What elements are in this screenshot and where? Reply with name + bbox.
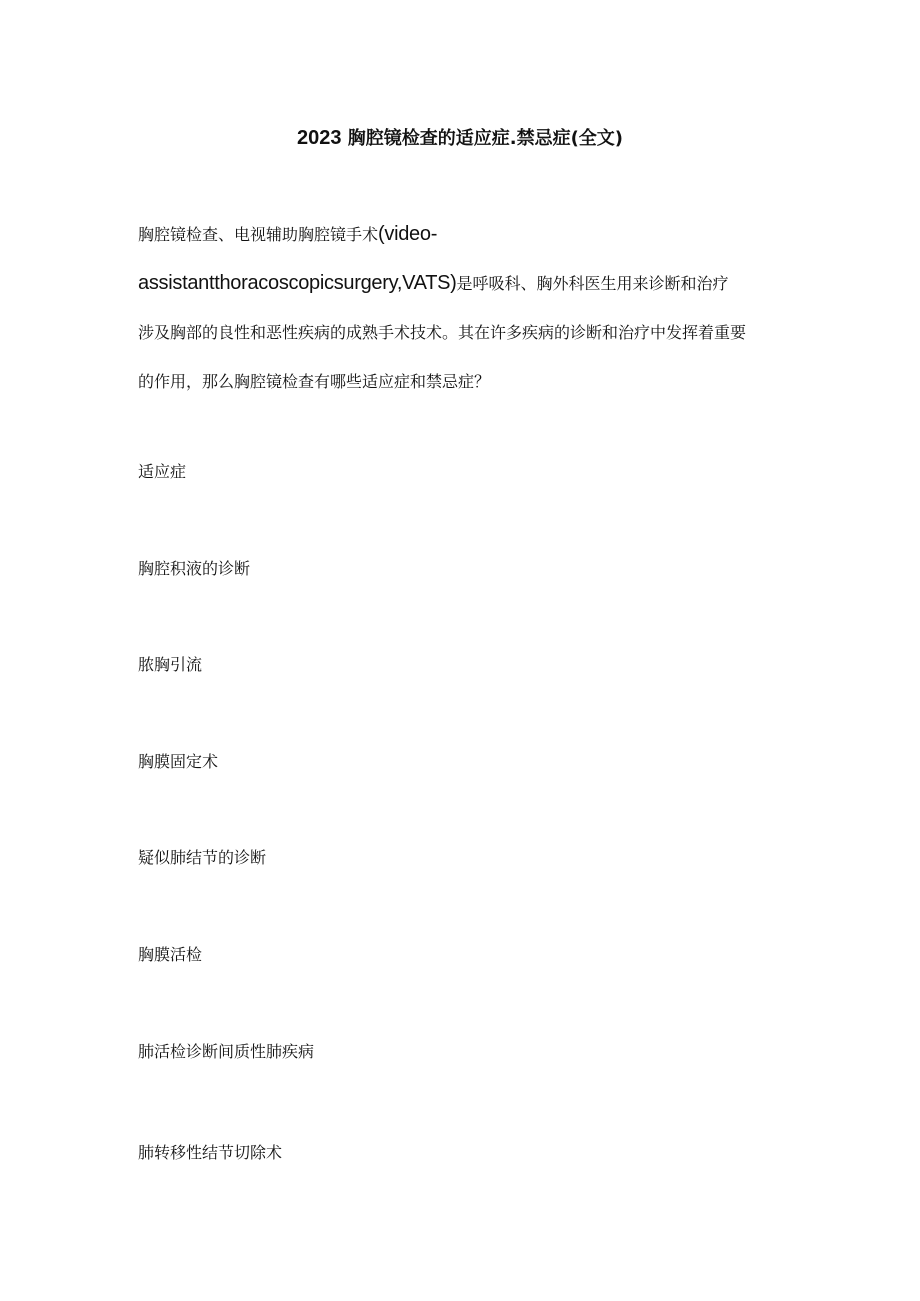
intro-line-1 xyxy=(138,210,788,259)
intro-line-4: 的作用，那么胸腔镜检查有哪些适应症和禁忌症？ xyxy=(138,372,491,391)
indication-item: 胸膜固定术 xyxy=(138,752,219,771)
indication-item: 肺转移性结节切除术 xyxy=(138,1143,283,1162)
intro-line-1-text: 胸腔镜检查、电视辅助胸腔镜手术 xyxy=(138,225,379,244)
intro-paragraph xyxy=(138,210,788,406)
section-heading: 适应症 xyxy=(138,462,187,481)
indication-item: 胸膜活检 xyxy=(138,945,203,964)
indication-item: 胸腔积液的诊断 xyxy=(138,559,251,578)
indication-item: 脓胸引流 xyxy=(138,655,203,674)
intro-line-3: 涉及胸部的良性和恶性疾病的成熟手术技术。其在许多疾病的诊断和治疗中发挥着重要 xyxy=(138,323,747,342)
indication-item: 肺活检诊断间质性肺疾病 xyxy=(138,1042,315,1061)
intro-line-2 xyxy=(138,259,788,308)
title-year: 2023 xyxy=(296,127,342,149)
document-title xyxy=(0,124,920,153)
intro-line-1-latin: (video- xyxy=(378,223,438,245)
intro-line-2-text: 是呼吸科、胸外科医生用来诊断和治疗 xyxy=(456,274,729,293)
indication-item: 疑似肺结节的诊断 xyxy=(138,848,267,867)
intro-line-2-latin: assistantthoracoscopicsurgery,VATS) xyxy=(138,272,457,294)
title-text: 胸腔镜检查的适应症.禁忌症(全文) xyxy=(347,128,624,149)
